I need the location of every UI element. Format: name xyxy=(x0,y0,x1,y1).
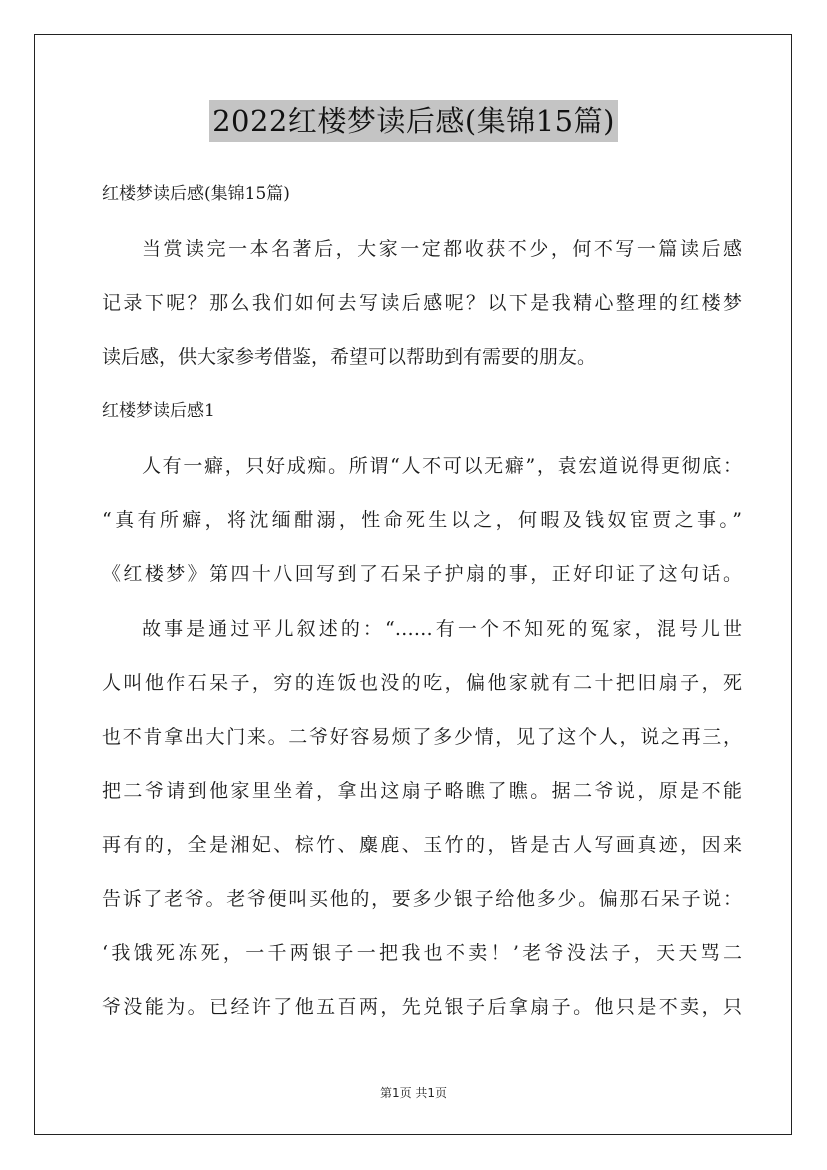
para2-line-6: 告诉了老爷。老爷便叫买他的，要多少银子给他多少。偏那石呆子说： xyxy=(102,888,742,910)
page-footer: 第1页 共1页 xyxy=(379,1086,448,1100)
intro-line-3: 读后感，供大家参考借鉴，希望可以帮助到有需要的朋友。 xyxy=(102,346,597,368)
para2-line-1: 故事是通过平儿叙述的：“……有一个不知死的冤家，混号儿世 xyxy=(142,618,742,640)
document-subtitle: 红楼梦读后感(集锦15篇) xyxy=(102,184,290,204)
para2-line-4: 把二爷请到他家里坐着，拿出这扇子略瞧了瞧。据二爷说，原是不能 xyxy=(102,780,742,802)
para2-line-3: 也不肯拿出大门来。二爷好容易烦了多少情，见了这个人，说之再三， xyxy=(102,726,742,748)
para2-line-8: 爷没能为。已经许了他五百两，先兑银子后拿扇子。他只是不卖，只 xyxy=(102,996,742,1018)
intro-line-1: 当赏读完一本名著后，大家一定都收获不少，何不写一篇读后感 xyxy=(142,238,742,260)
document-title: 2022红楼梦读后感(集锦15篇) xyxy=(209,100,618,142)
title-container xyxy=(0,100,827,142)
para2-line-5: 再有的，全是湘妃、棕竹、麋鹿、玉竹的，皆是古人写画真迹，因来 xyxy=(102,834,742,856)
para2-line-7: ‘我饿死冻死，一千两银子一把我也不卖！’老爷没法子，天天骂二 xyxy=(102,942,742,964)
intro-line-2: 记录下呢？那么我们如何去写读后感呢？以下是我精心整理的红楼梦 xyxy=(102,292,742,314)
para1-line-2: “真有所癖，将沈缅酣溺，性命死生以之，何暇及钱奴宦贾之事。” xyxy=(102,509,742,531)
section-heading: 红楼梦读后感1 xyxy=(102,401,215,421)
para2-line-2: 人叫他作石呆子，穷的连饭也没的吃，偏他家就有二十把旧扇子，死 xyxy=(102,672,742,694)
para1-line-1: 人有一癖，只好成痴。所谓“人不可以无癖”，袁宏道说得更彻底： xyxy=(142,455,742,477)
para1-line-3: 《红楼梦》第四十八回写到了石呆子护扇的事，正好印证了这句话。 xyxy=(102,563,742,585)
